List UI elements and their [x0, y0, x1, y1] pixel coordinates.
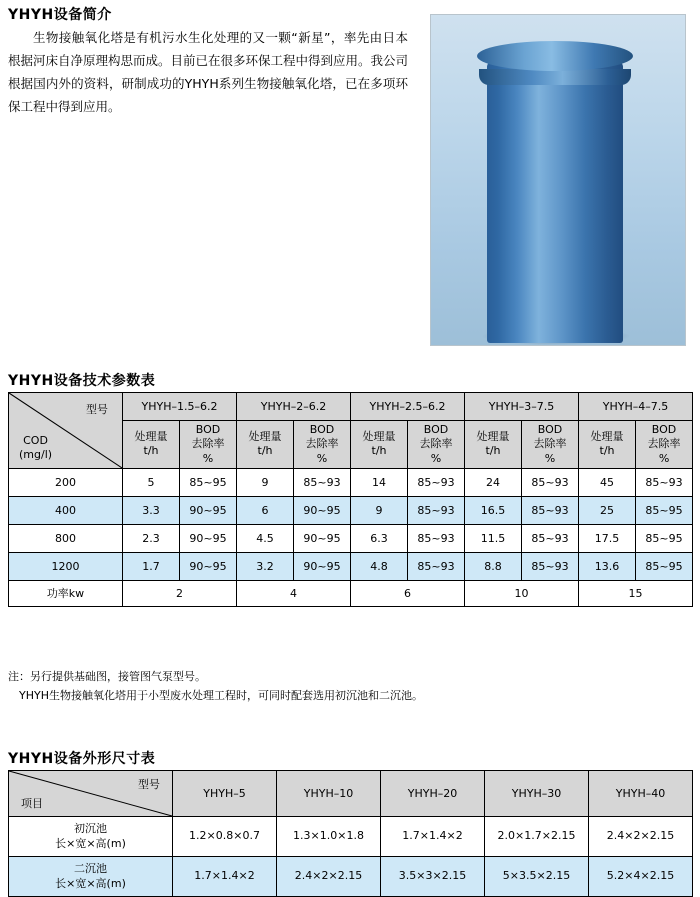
tech-cell: 14 — [351, 468, 408, 496]
dim-corner-cell — [9, 771, 173, 817]
table-row — [9, 496, 693, 524]
note-line-2: YHYH生物接触氧化塔用于小型废水处理工程时，可同时配套选用初沉池和二沉池。 — [19, 688, 423, 702]
dim-row-label — [9, 817, 173, 857]
dim-cell: 1.2×0.8×0.7 — [173, 817, 277, 857]
tech-cell: 85~93 — [522, 552, 579, 580]
dim-cell: 1.7×1.4×2 — [381, 817, 485, 857]
tech-sub-bod — [180, 421, 237, 469]
power-value: 15 — [579, 580, 693, 606]
tech-cell: 9 — [351, 496, 408, 524]
tech-sub-flow-line1: 处理量 — [134, 430, 168, 444]
tech-cell: 9 — [237, 468, 294, 496]
note-line-1: 注：另行提供基础图，接管图气泵型号。 — [8, 670, 206, 683]
tech-cell: 90~95 — [180, 552, 237, 580]
tech-corner-cod-line2: (mg/l) — [19, 448, 53, 462]
tech-sub-flow: 处理量 t/h — [579, 421, 636, 469]
tech-cell: 11.5 — [465, 524, 522, 552]
power-value: 6 — [351, 580, 465, 606]
tech-cell: 24 — [465, 468, 522, 496]
tech-sub-bod: BOD 去除率 % — [522, 421, 579, 469]
dim-row-label — [9, 857, 173, 897]
tech-sub-flow-line2: t/h — [143, 444, 159, 458]
tech-cell: 85~95 — [636, 496, 693, 524]
tech-cell: 90~95 — [294, 524, 351, 552]
intro-text-block — [8, 26, 408, 119]
intro-heading: YHYH设备简介 — [8, 7, 112, 23]
tech-cell: 16.5 — [465, 496, 522, 524]
tech-cell: 4.5 — [237, 524, 294, 552]
tank-body — [487, 61, 623, 343]
tech-cell: 8.8 — [465, 552, 522, 580]
power-value: 2 — [123, 580, 237, 606]
table-row — [9, 552, 693, 580]
tech-cod-value: 400 — [9, 496, 123, 524]
tech-sub-bod: BOD 去除率 % — [294, 421, 351, 469]
tech-cell: 25 — [579, 496, 636, 524]
dimension-table — [8, 770, 693, 897]
tech-cell: 45 — [579, 468, 636, 496]
tech-cell: 85~93 — [522, 524, 579, 552]
tech-sub-flow: 处理量 t/h — [465, 421, 522, 469]
tech-cell: 85~93 — [522, 496, 579, 524]
tech-cell: 4.8 — [351, 552, 408, 580]
tech-sub-flow: 处理量 t/h — [351, 421, 408, 469]
tech-corner-model-label: 型号 — [86, 403, 108, 416]
tech-model-header: YHYH–2–6.2 — [237, 393, 351, 421]
dim-model-header: YHYH–30 — [485, 771, 589, 817]
tech-header-row-models — [9, 393, 693, 421]
tech-sub-bod-line1: BOD — [195, 423, 221, 436]
tech-cell: 5 — [123, 468, 180, 496]
table-row-power — [9, 580, 693, 606]
tech-sub-bod-line3: % — [202, 451, 214, 465]
tech-cell: 13.6 — [579, 552, 636, 580]
table-row — [9, 468, 693, 496]
tech-cell: 90~95 — [180, 524, 237, 552]
dim-row-label-line2: 长×宽×高(m) — [55, 876, 126, 890]
intro-paragraph: 生物接触氧化塔是有机污水生化处理的又一颗“新星”，率先由日本根据河床自净原理构思而成。目前已在很多环保工程中得到应用。我公司根据国内外的资料，研制成功的YHYH系列生物接触氧化塔，已在多项环保工程中得到应用。 — [8, 30, 409, 115]
tech-cell: 85~93 — [408, 524, 465, 552]
dim-header-row — [9, 771, 693, 817]
tank-lip — [479, 69, 631, 85]
tech-cell: 90~95 — [294, 496, 351, 524]
tech-cell: 85~95 — [636, 524, 693, 552]
dimension-table-heading: YHYH设备外形尺寸表 — [8, 751, 156, 767]
tech-cod-value: 200 — [9, 468, 123, 496]
tech-model-header: YHYH–4–7.5 — [579, 393, 693, 421]
tech-cell: 3.3 — [123, 496, 180, 524]
tech-cell: 1.7 — [123, 552, 180, 580]
tech-cell: 85~93 — [522, 468, 579, 496]
tech-cell: 2.3 — [123, 524, 180, 552]
tech-table-heading: YHYH设备技术参数表 — [8, 373, 156, 389]
tech-cell: 85~93 — [408, 468, 465, 496]
dim-model-header: YHYH–5 — [173, 771, 277, 817]
dim-corner-item-label: 项目 — [21, 797, 43, 810]
tech-sub-bod: BOD 去除率 % — [408, 421, 465, 469]
dim-cell: 1.3×1.0×1.8 — [277, 817, 381, 857]
tech-sub-flow: 处理量 t/h — [237, 421, 294, 469]
dim-row-label-line1: 初沉池 — [74, 821, 107, 835]
table-row — [9, 857, 693, 897]
table-notes — [8, 668, 423, 705]
tech-corner-cod-line1: COD — [23, 434, 48, 448]
tech-cell: 85~95 — [636, 552, 693, 580]
tech-sub-bod: BOD 去除率 % — [636, 421, 693, 469]
tech-cod-value: 1200 — [9, 552, 123, 580]
power-label: 功率kw — [9, 580, 123, 606]
tech-cell: 85~93 — [294, 468, 351, 496]
tech-cell: 85~93 — [408, 552, 465, 580]
tech-sub-bod-line2: 去除率 — [191, 437, 225, 451]
equipment-photo — [430, 14, 686, 346]
tech-model-header: YHYH–1.5–6.2 — [123, 393, 237, 421]
tech-cod-value: 800 — [9, 524, 123, 552]
tech-cell: 90~95 — [180, 496, 237, 524]
tech-cell: 90~95 — [294, 552, 351, 580]
dim-cell: 5×3.5×2.15 — [485, 857, 589, 897]
tech-model-header: YHYH–3–7.5 — [465, 393, 579, 421]
dim-cell: 2.4×2×2.15 — [277, 857, 381, 897]
power-value: 10 — [465, 580, 579, 606]
dim-cell: 1.7×1.4×2 — [173, 857, 277, 897]
dim-row-label-line1: 二沉池 — [74, 861, 107, 875]
tech-sub-flow — [123, 421, 180, 469]
tech-model-header: YHYH–2.5–6.2 — [351, 393, 465, 421]
dim-model-header: YHYH–10 — [277, 771, 381, 817]
tech-parameters-table — [8, 392, 693, 607]
dim-model-header: YHYH–20 — [381, 771, 485, 817]
tech-cell: 6.3 — [351, 524, 408, 552]
table-row — [9, 524, 693, 552]
dim-cell: 3.5×3×2.15 — [381, 857, 485, 897]
tech-cell: 17.5 — [579, 524, 636, 552]
power-value: 4 — [237, 580, 351, 606]
dim-cell: 5.2×4×2.15 — [589, 857, 693, 897]
tech-cell: 85~95 — [180, 468, 237, 496]
tech-cell: 85~93 — [408, 496, 465, 524]
table-row — [9, 817, 693, 857]
tech-cell: 85~93 — [636, 468, 693, 496]
dim-cell: 2.4×2×2.15 — [589, 817, 693, 857]
dim-corner-model-label: 型号 — [138, 778, 160, 791]
tank-top-ellipse — [477, 41, 633, 71]
dim-row-label-line2: 长×宽×高(m) — [55, 836, 126, 850]
dim-cell: 2.0×1.7×2.15 — [485, 817, 589, 857]
tech-cell: 3.2 — [237, 552, 294, 580]
tech-corner-cod-label — [19, 434, 52, 462]
tech-corner-cell — [9, 393, 123, 469]
dim-model-header: YHYH–40 — [589, 771, 693, 817]
tech-cell: 6 — [237, 496, 294, 524]
